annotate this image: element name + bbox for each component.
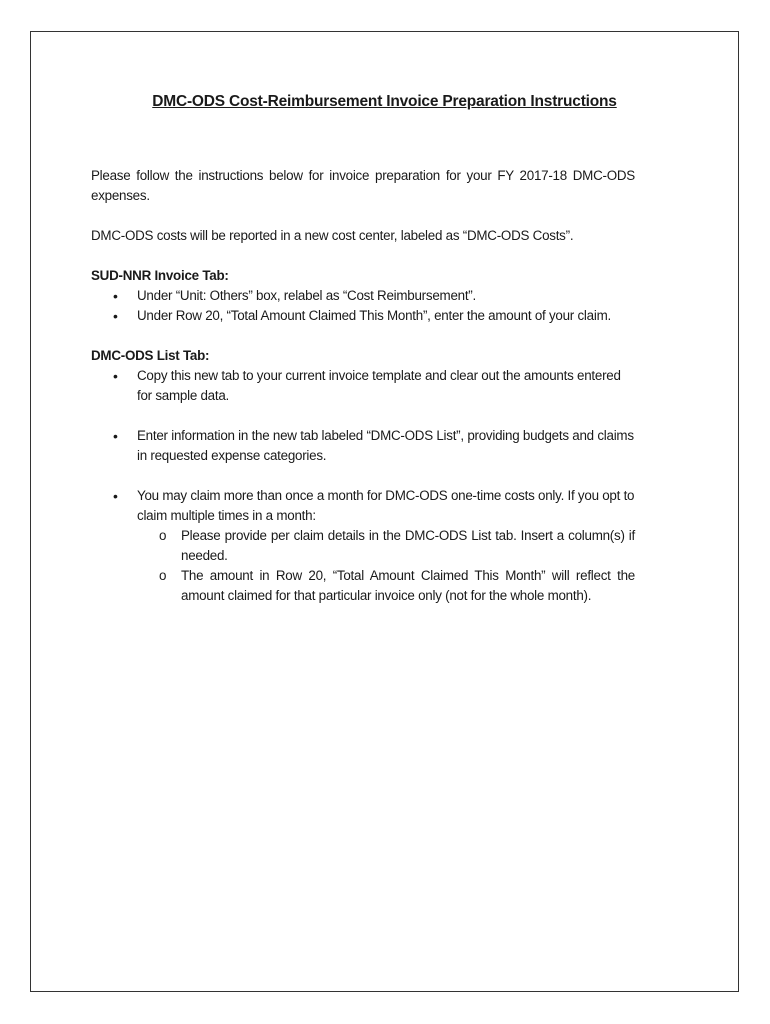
- sud-section-heading: SUD-NNR Invoice Tab:: [91, 268, 229, 283]
- list-bullet-list: [91, 366, 635, 606]
- list-item: • Under Row 20, “Total Amount Claimed This Month”, enter the amount of your claim.: [91, 306, 635, 326]
- sub-list-item: o Please provide per claim details in the DMC-ODS List tab. Insert a column(s) if needed.: [137, 526, 635, 566]
- list-item-text: Enter information in the new tab labeled “DMC-ODS List”, providing budgets and claims in requested expense categories.: [137, 428, 634, 463]
- list-item-text: Copy this new tab to your current invoice template and clear out the amounts entered for sample data.: [137, 368, 621, 403]
- list-item-text: You may claim more than once a month for DMC-ODS one-time costs only. If you opt to claim multiple times in a month:: [137, 488, 635, 523]
- sud-bullet-list: [91, 286, 635, 326]
- sub-list-item: o The amount in Row 20, “Total Amount Claimed This Month” will reflect the amount claimed for that particular invoice only (not for the whole month).: [137, 566, 635, 606]
- list-item: [91, 426, 635, 466]
- document-title: DMC-ODS Cost-Reimbursement Invoice Preparation Instructions: [152, 93, 617, 110]
- intro-paragraph: Please follow the instructions below for invoice preparation for your FY 2017-18 DMC-ODS expenses.: [91, 168, 635, 203]
- sub-bullet-list: [137, 526, 635, 606]
- list-section-heading: DMC-ODS List Tab:: [91, 348, 210, 363]
- cost-center-paragraph: DMC-ODS costs will be reported in a new cost center, labeled as “DMC-ODS Costs”.: [91, 228, 574, 243]
- list-item: [91, 486, 635, 606]
- list-item: [91, 366, 635, 406]
- list-item: • Under “Unit: Others” box, relabel as “Cost Reimbursement”.: [91, 286, 635, 306]
- document-body: [91, 166, 635, 606]
